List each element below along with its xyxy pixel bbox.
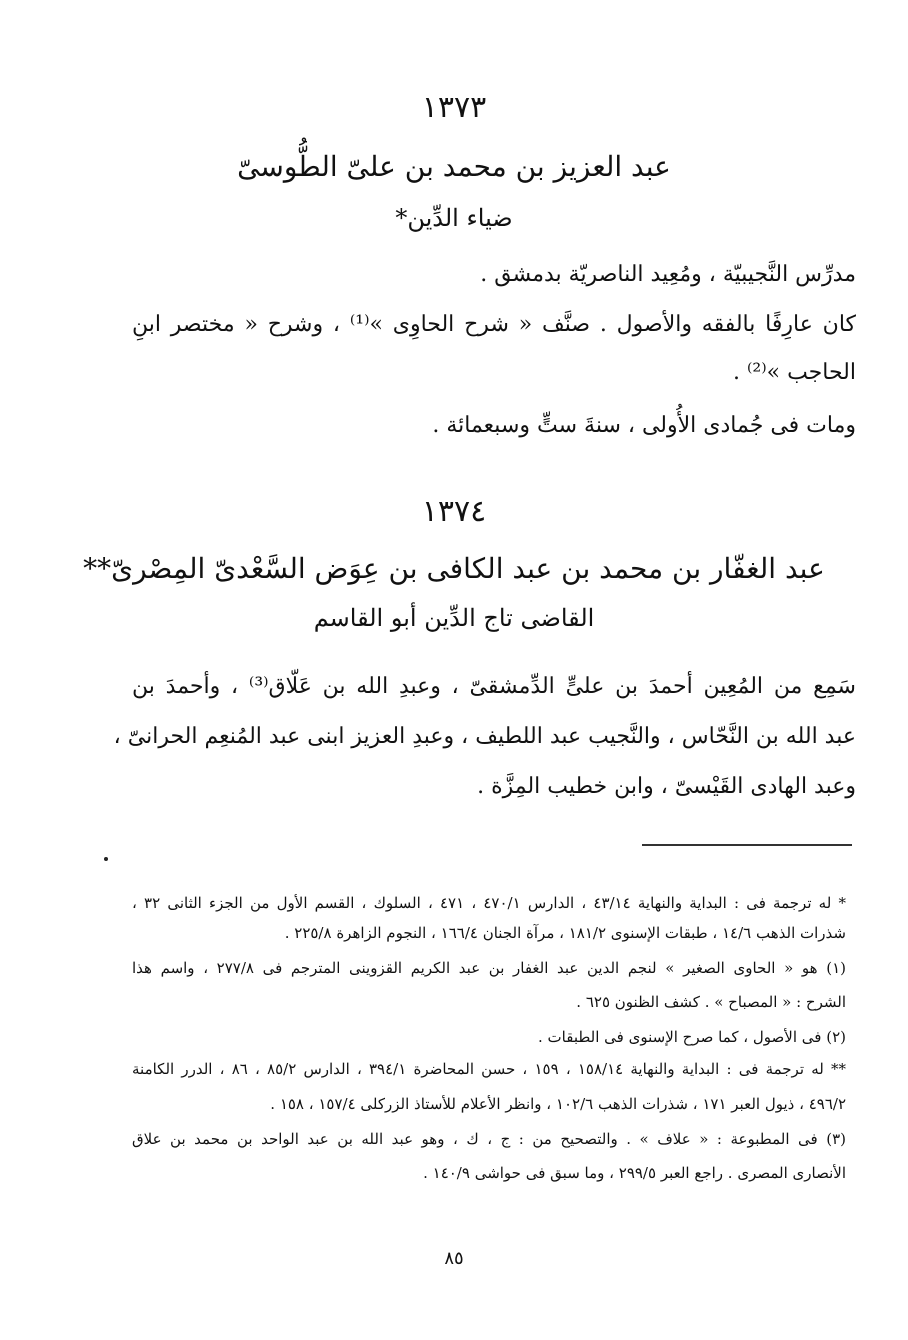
footnote-line: (٢) فى الأصول ، كما صرح الإسنوى فى الطبقات . — [538, 1028, 846, 1046]
footnote-line: ٤٩٦/٢ ، ذيول العبر ١٧١ ، شذرات الذهب ١٠٢/٦ ، وانظر الأعلام للأستاذ الزركلى ١٥٧/٤ ، ١٥٨ . — [270, 1095, 846, 1113]
entry-number: ١٣٧٣ — [421, 90, 487, 125]
entry-text-line: كان عارِفًا بالفقه والأصول . صنَّف « شرح الحاوِى »⁽¹⁾ ، وشرح « مختصر ابنِ — [132, 312, 856, 337]
footnote-line: الشرح : « المصباح » . كشف الظنون ٦٢٥ . — [576, 993, 846, 1011]
page-number: ٨٥ — [444, 1248, 464, 1269]
entry-text-line: وعبد الهادى القَيْسىّ ، وابن خطيب المِزَّة . — [477, 774, 856, 799]
entry-number: ١٣٧٤ — [421, 494, 487, 529]
entry-text-line: ومات فى جُمادى الأُولى ، سنةَ ستٍّ وسبعمائة . — [432, 413, 856, 438]
entry-title: ضياء الدِّين* — [395, 204, 513, 232]
entry-name: عبد العزيز بن محمد بن علىّ الطُّوسىّ — [237, 150, 671, 183]
entry-title: القاضى تاج الدِّين أبو القاسم — [313, 604, 595, 632]
stray-dot-mark — [104, 857, 108, 861]
footnote-divider — [642, 844, 852, 846]
entry-text-line: سَمِع من المُعِين أحمدَ بن علىٍّ الدِّمشقىّ ، وعبدِ الله بن عَلّاق⁽³⁾ ، وأحمدَ بن — [132, 674, 856, 699]
footnote-line: شذرات الذهب ١٤/٦ ، طبقات الإسنوى ١٨١/٢ ، مرآة الجنان ١٦٦/٤ ، النجوم الزاهرة ٢٢٥/٨ . — [284, 924, 846, 942]
entry-text-line: مدرِّس النَّجيبيّة ، ومُعِيد الناصريّة بدمشق . — [480, 262, 856, 287]
footnote-line: الأنصارى المصرى . راجع العبر ٢٩٩/٥ ، وما سبق فى حواشى ١٤٠/٩ . — [423, 1164, 846, 1182]
footnote-line: ** له ترجمة فى : البداية والنهاية ١٥٨/١٤ ، ١٥٩ ، حسن المحاضرة ٣٩٤/١ ، الدارس ٨٥/٢ ، ٨٦ ، الدرر الكامنة — [132, 1060, 846, 1078]
entry-text-line: الحاجب »⁽²⁾ . — [733, 360, 856, 385]
entry-name: عبد الغفّار بن محمد بن عبد الكافى بن عِوَض السَّعْدىّ المِصْرىّ** — [83, 552, 825, 585]
footnote-line: (١) هو « الحاوى الصغير » لنجم الدين عبد الغفار بن عبد الكريم القزوينى المترجم فى ٢٧٧/٨ ، واسم هذا — [132, 959, 846, 977]
footnote-line: (٣) فى المطبوعة : « علاف » . والتصحيح من : ج ، ك ، وهو عبد الله بن عبد الواحد بن محمد بن علاق — [132, 1130, 846, 1148]
footnote-line: * له ترجمة فى : البداية والنهاية ٤٣/١٤ ، الدارس ٤٧٠/١ ، ٤٧١ ، السلوك ، القسم الأول من الجزء الثانى ٣٢ ، — [132, 894, 846, 912]
entry-text-line: عبد الله بن النَّحّاس ، والنَّجيب عبد اللطيف ، وعبدِ العزيز ابنى عبد المُنعِم الحرانىّ ، — [113, 724, 856, 749]
